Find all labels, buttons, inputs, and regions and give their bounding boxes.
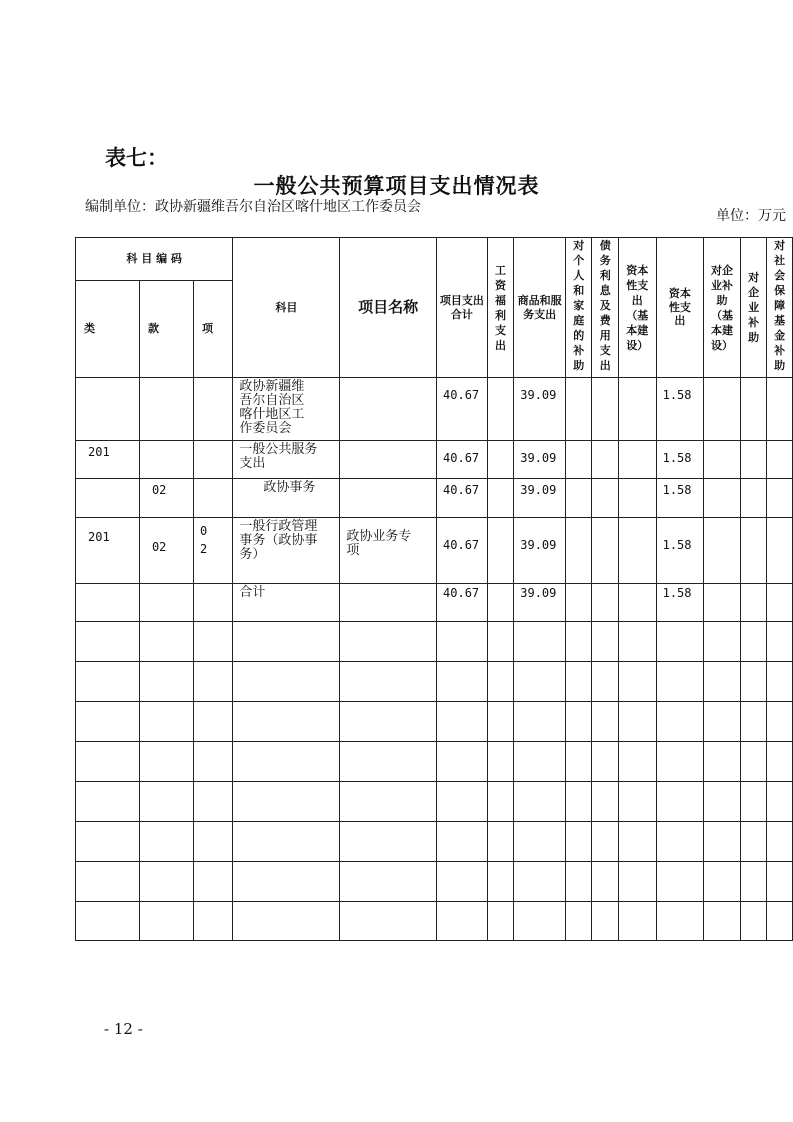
social-security-header: 对社会保障基金补助: [774, 239, 786, 372]
total-cell: 40.67: [443, 451, 480, 465]
table-row-total: [76, 584, 793, 622]
debt-cell: [592, 378, 618, 388]
lei-cell: 201: [88, 530, 110, 544]
capital-basic-cell: [619, 518, 656, 528]
xiang-cell: [194, 584, 208, 588]
empty-row: [76, 902, 793, 941]
xiang-cell: [194, 378, 208, 382]
individual-cell: [566, 441, 592, 451]
capital-basic-cell: [619, 441, 656, 451]
project-name-header: 项目名称: [358, 298, 419, 317]
capital-basic-cell: [619, 584, 656, 594]
kuan-cell: [140, 584, 193, 590]
document-title: 一般公共预算项目支出情况表: [253, 173, 540, 198]
empty-row: [76, 822, 793, 862]
subject-cell: 合计: [239, 585, 266, 600]
empty-row: [76, 862, 793, 902]
empty-row: [76, 702, 793, 742]
project-name-cell: 政协业务专项: [346, 529, 412, 558]
debt-cell: [592, 479, 618, 489]
wages-cell: [488, 479, 514, 489]
goods-cell: 39.09: [520, 483, 557, 497]
lei-cell: [76, 584, 139, 590]
enterprise-header: 对企业补助: [748, 271, 760, 344]
goods-cell: 39.09: [520, 451, 557, 465]
table-label: 表七：: [105, 145, 168, 170]
unit-label: 单位：万元: [716, 208, 786, 224]
capital-header: 资本性支出: [668, 286, 691, 328]
wages-cell: [488, 378, 514, 388]
xiang-cell: [194, 441, 208, 445]
subject-cell: 一般公共服务支出: [239, 442, 318, 471]
total-cell: 40.67: [443, 586, 480, 600]
kuan-cell: 02: [151, 483, 167, 497]
wages-cell: [488, 584, 514, 594]
goods-cell: 39.09: [520, 388, 557, 402]
lei-cell: [76, 378, 139, 384]
xiang-cell: 02: [200, 524, 208, 556]
enterprise-basic-header: 对企业补助（基本建设）: [711, 263, 733, 352]
total-cell: 40.67: [443, 388, 480, 402]
project-name-cell: [340, 479, 436, 483]
capital-basic-cell: [619, 479, 656, 489]
page-number: - 12 -: [104, 1020, 143, 1038]
kuan-cell: [140, 378, 193, 384]
lei-cell: [76, 479, 139, 485]
empty-row: [76, 782, 793, 822]
capital-cell: 1.58: [662, 538, 692, 552]
subject-cell: 政协新疆维吾尔自治区喀什地区工作委员会: [239, 379, 305, 436]
total-cell: 40.67: [443, 538, 480, 552]
subject-header: 科目: [275, 300, 298, 314]
debt-interest-header: 债务利息及费用支出: [599, 239, 611, 372]
table-row: [76, 518, 793, 584]
debt-cell: [592, 518, 618, 528]
individual-cell: [566, 378, 592, 388]
total-cell: 40.67: [443, 483, 480, 497]
xiang-cell: [194, 479, 208, 483]
code-group-header: 科 目 编 码: [126, 252, 182, 266]
kuan-cell: 02: [151, 540, 167, 554]
lei-cell: 201: [88, 445, 110, 459]
debt-cell: [592, 441, 618, 451]
project-name-cell: [340, 441, 436, 445]
capital-cell: 1.58: [662, 451, 692, 465]
capital-cell: 1.58: [662, 586, 692, 600]
capital-basic-header: 资本性支出（基本建设）: [626, 263, 649, 352]
individual-cell: [566, 479, 592, 489]
compiling-unit: 编制单位：政协新疆维吾尔自治区喀什地区工作委员会: [85, 199, 421, 215]
individual-cell: [566, 584, 592, 594]
wages-header: 工资福利支出: [494, 263, 506, 352]
capital-basic-cell: [619, 378, 656, 388]
kuan-cell: [140, 441, 193, 447]
budget-table: [75, 237, 793, 941]
project-name-cell: [340, 584, 436, 588]
project-total-header: 项目支出合计: [439, 293, 484, 321]
kuan-header: 款: [147, 322, 159, 336]
subject-cell: 一般行政管理事务（政协事务）: [239, 519, 318, 562]
table-row: [76, 441, 793, 479]
empty-row: [76, 622, 793, 662]
individual-family-header: 对个人和家庭的补助: [573, 239, 585, 372]
capital-cell: 1.58: [662, 483, 692, 497]
wages-cell: [488, 518, 514, 528]
table-row: [76, 378, 793, 441]
debt-cell: [592, 584, 618, 594]
subject-cell: 政协事务: [263, 480, 316, 495]
individual-cell: [566, 518, 592, 528]
table-row: [76, 479, 793, 518]
capital-cell: 1.58: [662, 388, 692, 402]
wages-cell: [488, 441, 514, 451]
lei-header: 类: [84, 322, 95, 336]
empty-row: [76, 662, 793, 702]
goods-services-header: 商品和服务支出: [517, 293, 562, 321]
project-name-cell: [340, 378, 436, 382]
empty-row: [76, 742, 793, 782]
goods-cell: 39.09: [520, 586, 557, 600]
xiang-header: 项: [202, 322, 214, 336]
goods-cell: 39.09: [520, 538, 557, 552]
